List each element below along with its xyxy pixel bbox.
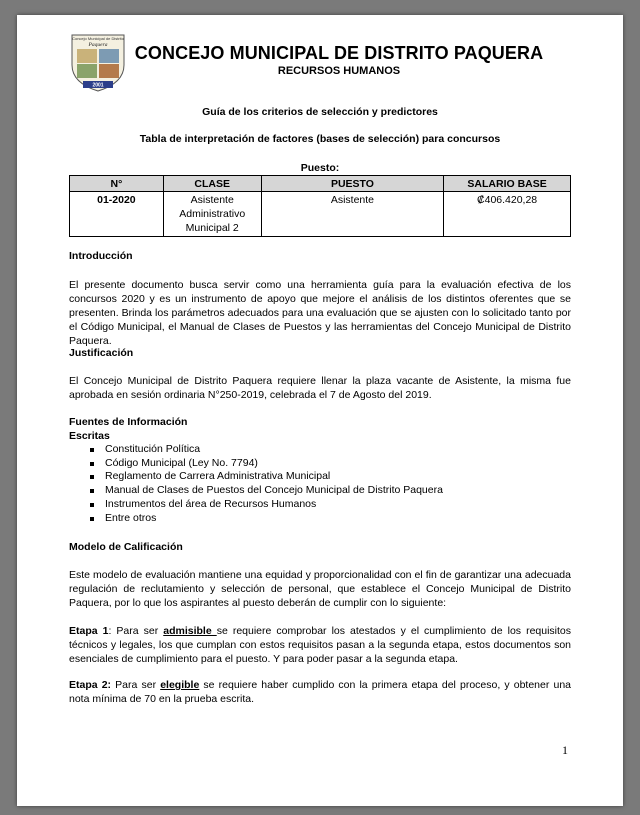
cell-puesto: Asistente xyxy=(261,192,444,237)
logo-name-text: Paquera xyxy=(88,42,108,48)
etapa2-label: Etapa 2: xyxy=(69,679,112,691)
etapa1-text: se requiere comprobar los atestados y el cumplimiento de los requisitos técnicos y legales, los que cumplan con estos requisitos pasan a la segunda etapa, estos documentos son esenciales de cumplimiento para el puesto. Y para poder pasar a la segunda etapa. xyxy=(69,625,572,665)
header-salario: SALARIO BASE xyxy=(444,176,571,192)
etapa2-paragraph xyxy=(69,678,571,706)
cell-numero: 01-2020 xyxy=(70,192,164,237)
etapa2-text: se requiere haber cumplido con la primera etapa del proceso, y obtener una nota mínima de 70 en la prueba escrita. xyxy=(69,679,571,705)
list-item: Instrumentos del área de Recursos Humanos xyxy=(105,498,443,512)
intro-heading: Introducción xyxy=(69,250,133,262)
intro-paragraph: El presente documento busca servir como una herramienta guía para la evaluación efectiva de los concursos 2020 y es un instrumento de apoyo que mejore el análisis de los distintos oferentes que se presenten. Brinda los parámetros adecuados para una evaluación que se ajusten con lo solicitado tanto por el Código Municipal, el Manual de Clases de Puestos y las herramientas del Concejo Municipal de Distrito Paquera. xyxy=(69,279,571,347)
municipal-logo xyxy=(69,31,127,93)
cell-clase xyxy=(163,192,261,237)
document-page xyxy=(17,15,623,806)
etapa1-paragraph xyxy=(69,624,571,666)
etapa1-keyword: admisible xyxy=(163,625,217,637)
department-title: RECURSOS HUMANOS xyxy=(277,65,401,77)
table-title: Tabla de interpretación de factores (bases de selección) para concursos xyxy=(139,133,501,145)
fuentes-heading: Fuentes de Información xyxy=(69,416,188,428)
sources-list xyxy=(69,443,443,525)
modelo-heading: Modelo de Calificación xyxy=(69,541,183,553)
clase-line: Asistente xyxy=(190,194,234,206)
table-header-row xyxy=(70,176,571,192)
logo-top-text: Concejo Municipal de Distrito xyxy=(72,36,124,41)
list-item: Código Municipal (Ley No. 7794) xyxy=(105,457,443,471)
list-item: Reglamento de Carrera Administrativa Municipal xyxy=(105,470,443,484)
header-puesto: PUESTO xyxy=(261,176,444,192)
list-item: Constitución Política xyxy=(105,443,443,457)
criteria-table xyxy=(69,175,571,237)
escritas-subheading: Escritas xyxy=(69,430,110,442)
header-clase: CLASE xyxy=(163,176,261,192)
guide-title: Guía de los criterios de selección y predictores xyxy=(202,106,438,118)
clase-line: Administrativo xyxy=(179,208,246,220)
cell-salario: ₡406.420,28 xyxy=(444,192,571,237)
logo-year-text: 2001 xyxy=(92,82,104,89)
clase-line: Municipal 2 xyxy=(185,222,239,234)
list-item: Manual de Clases de Puestos del Concejo Municipal de Distrito Paquera xyxy=(105,484,443,497)
table-row xyxy=(70,192,571,237)
etapa1-pre: : Para ser xyxy=(108,625,164,637)
header-numero: N° xyxy=(70,176,164,192)
organization-title: CONCEJO MUNICIPAL DE DISTRITO PAQUERA xyxy=(134,43,544,63)
justificacion-paragraph: El Concejo Municipal de Distrito Paquera requiere llenar la plaza vacante de Asistente, la misma fue aprobada en sesión ordinaria N°250-2019, celebrada el 7 de Agosto del 2019. xyxy=(69,375,571,401)
puesto-label: Puesto: xyxy=(300,162,340,174)
etapa2-keyword: elegible xyxy=(160,679,200,691)
list-item: Entre otros xyxy=(105,512,443,526)
etapa1-label: Etapa 1 xyxy=(69,625,109,637)
modelo-paragraph: Este modelo de evaluación mantiene una equidad y proporcionalidad con el fin de garantizar una adecuada regulación de reclutamiento y selección de personal, que establece el Concejo Municipal de Distrito Paquera, por lo que los aspirantes al puesto deberán de cumplir con lo siguiente: xyxy=(69,569,571,609)
page-number: 1 xyxy=(562,743,568,757)
justificacion-heading: Justificación xyxy=(69,347,134,359)
etapa2-pre: Para ser xyxy=(111,679,161,691)
